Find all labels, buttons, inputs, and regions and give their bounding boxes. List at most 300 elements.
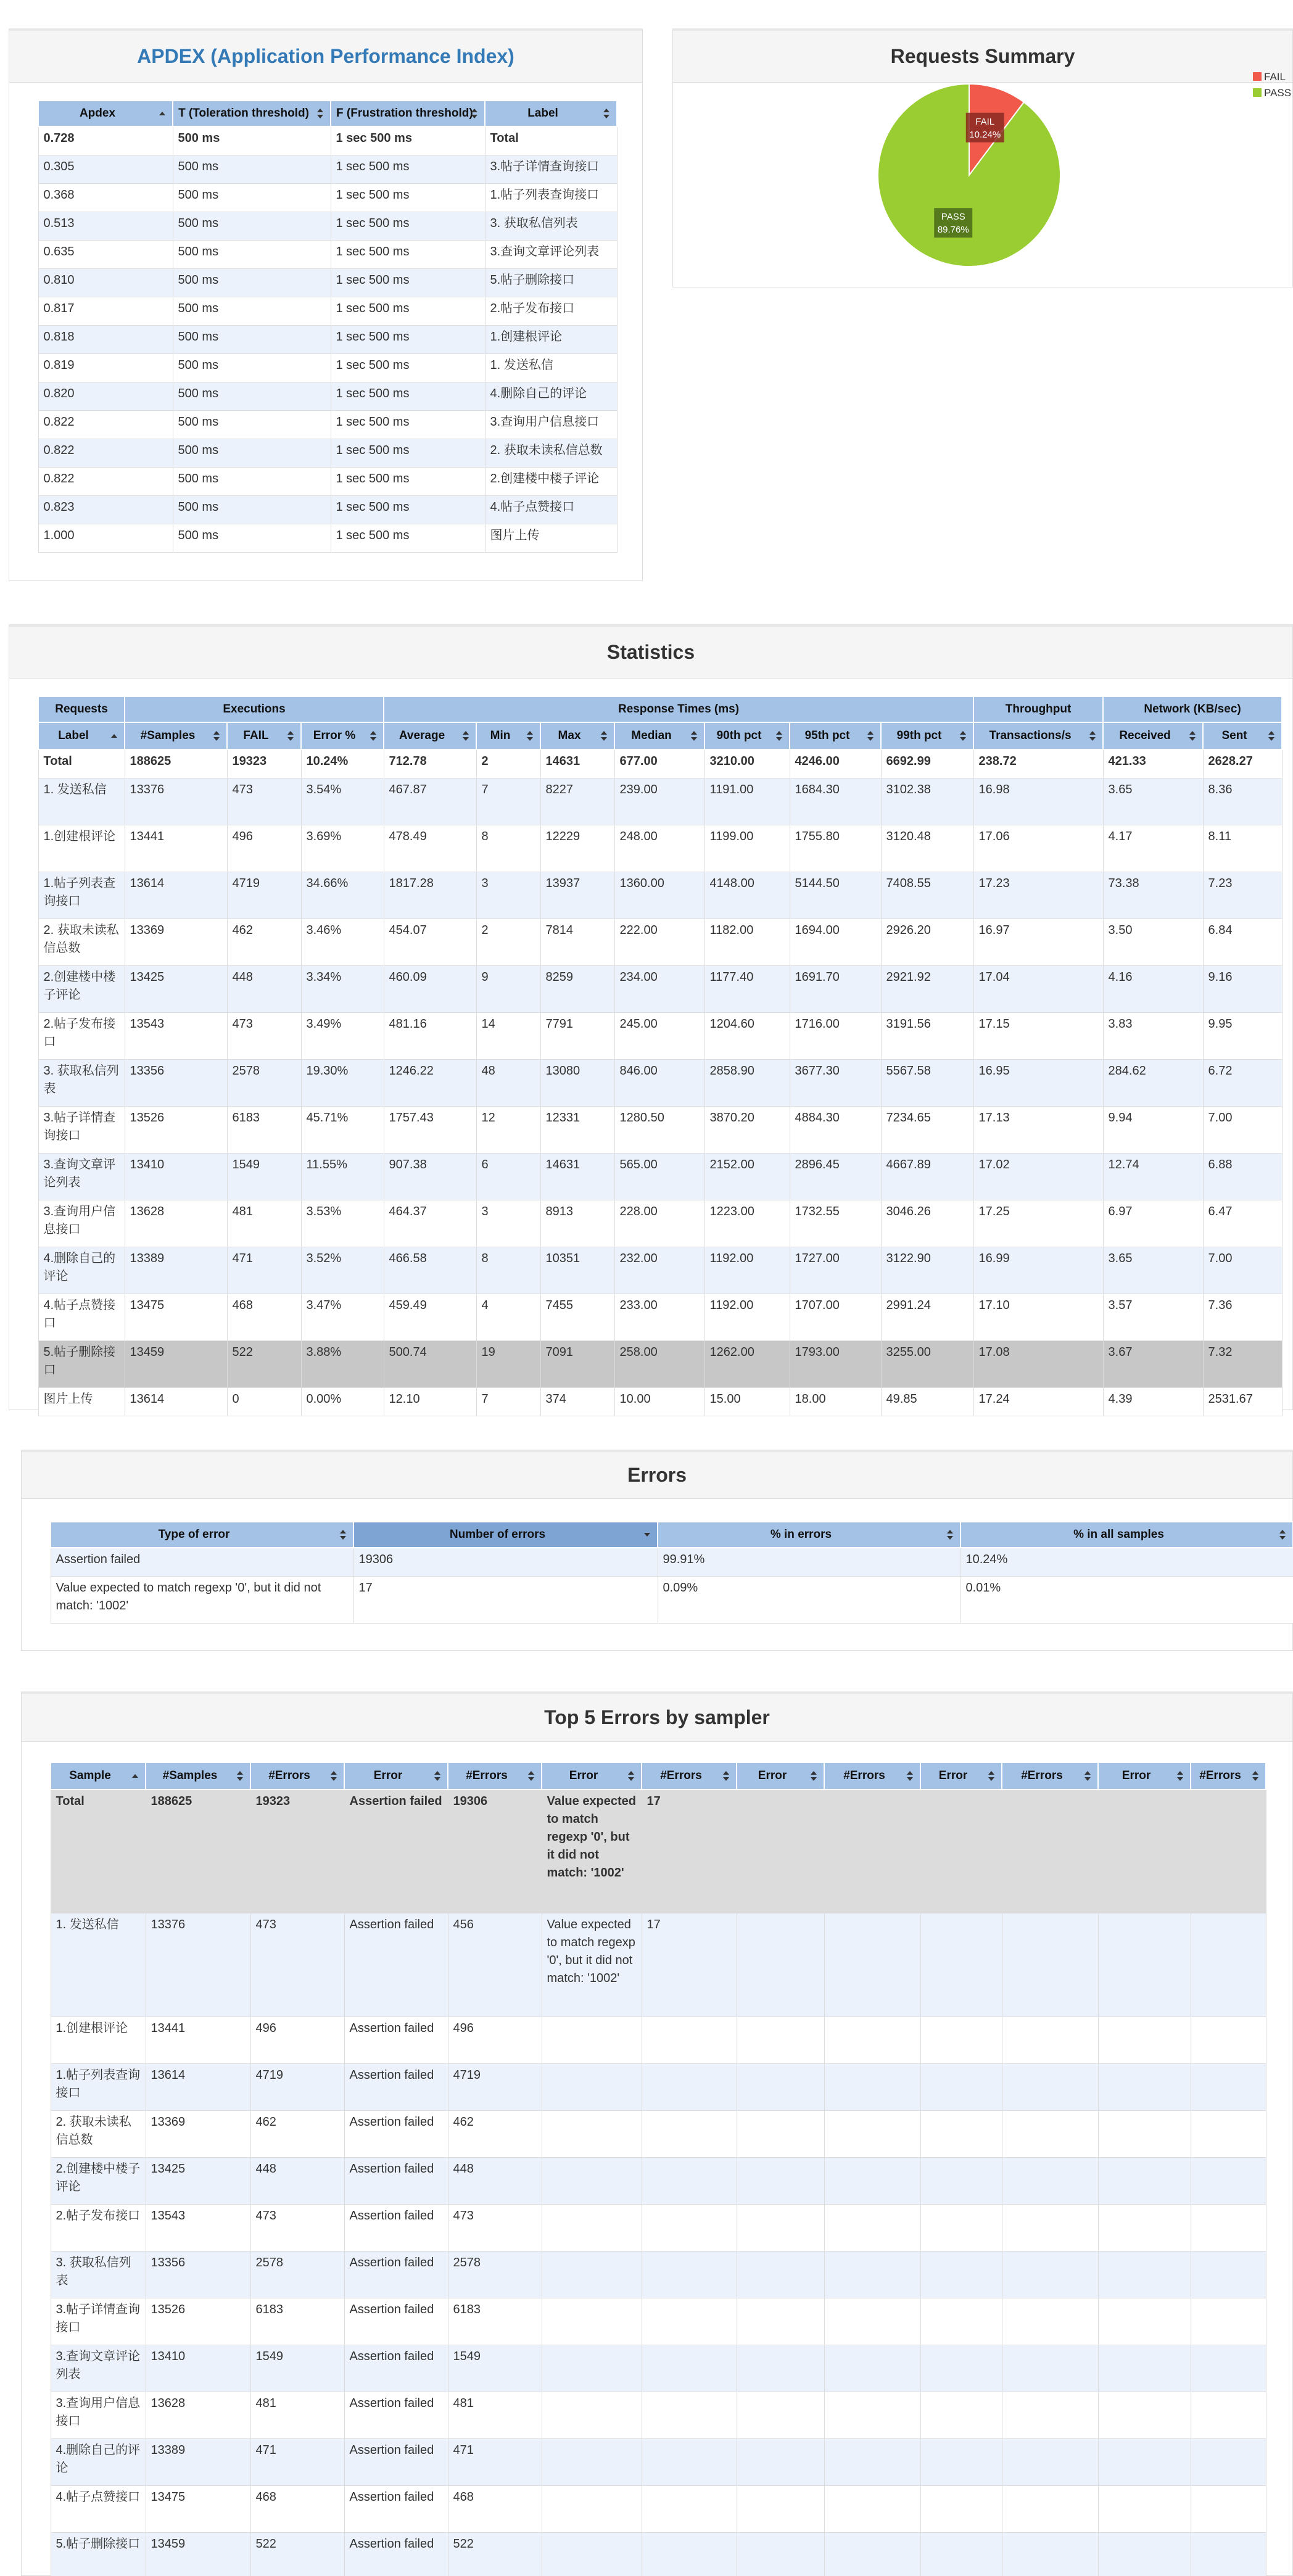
column-header-f-frustration-threshold[interactable]: F (Frustration threshold): [331, 101, 485, 126]
table-row[interactable]: [38, 1153, 1282, 1200]
table-row[interactable]: [51, 2063, 1266, 2110]
table-cell: [642, 2110, 737, 2157]
table-cell: 6.97: [1103, 1200, 1203, 1247]
table-cell: 3.54%: [301, 778, 384, 825]
table-row[interactable]: [51, 1548, 1293, 1576]
table-cell: [1098, 1790, 1191, 1913]
table-row[interactable]: [38, 1387, 1282, 1416]
table-cell: 14: [476, 1012, 540, 1059]
table-cell: 456: [448, 1913, 542, 2017]
table-cell: 16.99: [973, 1247, 1103, 1294]
table-cell: [642, 2204, 737, 2251]
table-cell: 473: [250, 1913, 344, 2017]
table-cell: [1002, 1790, 1098, 1913]
table-cell: 8259: [540, 965, 614, 1012]
table-cell: [642, 2345, 737, 2392]
table-cell: 907.38: [384, 1153, 476, 1200]
table-cell: 4884.30: [790, 1106, 881, 1153]
table-row[interactable]: [38, 325, 617, 353]
table-cell: 图片上传: [485, 524, 617, 552]
requests-summary-panel: [672, 28, 1293, 287]
table-cell: Assertion failed: [344, 2063, 448, 2110]
table-cell: 4148.00: [704, 872, 790, 919]
table-cell: 473: [227, 1012, 301, 1059]
sort-icon: [1279, 1530, 1286, 1540]
table-row[interactable]: [38, 1294, 1282, 1340]
table-cell: [542, 2532, 642, 2576]
table-cell: [1098, 2157, 1191, 2204]
table-row[interactable]: [38, 297, 617, 325]
table-cell: 2578: [227, 1059, 301, 1106]
table-cell: [1191, 2063, 1266, 2110]
table-cell: 1 sec 500 ms: [331, 240, 485, 268]
table-row[interactable]: [38, 212, 617, 240]
table-row[interactable]: [51, 2110, 1266, 2157]
statistics-title: Statistics: [606, 641, 695, 663]
table-cell: 2. 获取未读私信总数: [485, 439, 617, 467]
table-cell: 481: [448, 2392, 542, 2438]
table-row[interactable]: [38, 353, 617, 382]
table-row[interactable]: [51, 2157, 1266, 2204]
table-cell: 7455: [540, 1294, 614, 1340]
table-cell: 2531.67: [1203, 1387, 1282, 1416]
column-header-min[interactable]: Min: [476, 722, 540, 749]
table-cell: 3.帖子详情查询接口: [38, 1106, 125, 1153]
table-cell: 13459: [125, 1340, 227, 1387]
column-header-in-all-samples[interactable]: % in all samples: [960, 1522, 1293, 1548]
table-cell: [824, 2392, 920, 2438]
table-cell: Value expected to match regexp '0', but it did not match: '1002': [542, 1913, 642, 2017]
table-cell: [1098, 1913, 1191, 2017]
column-header-95th-pct[interactable]: 95th pct: [790, 722, 881, 749]
column-header-error[interactable]: Error %: [301, 722, 384, 749]
table-cell: 2578: [448, 2251, 542, 2298]
table-cell: 17: [642, 1790, 737, 1913]
table-cell: 17.23: [973, 872, 1103, 919]
table-cell: 1 sec 500 ms: [331, 467, 485, 495]
table-cell: 13389: [125, 1247, 227, 1294]
column-header-median[interactable]: Median: [614, 722, 704, 749]
table-cell: [920, 2438, 1002, 2485]
column-header-fail[interactable]: FAIL: [227, 722, 301, 749]
table-cell: 16.97: [973, 919, 1103, 965]
pie-slice-pass[interactable]: [878, 84, 1060, 266]
table-cell: Assertion failed: [344, 1913, 448, 2017]
table-cell: 1262.00: [704, 1340, 790, 1387]
table-cell: 0.822: [38, 410, 173, 439]
table-cell: 3122.90: [881, 1247, 973, 1294]
table-row[interactable]: [51, 2204, 1266, 2251]
table-cell: 500.74: [384, 1340, 476, 1387]
sort-icon: [526, 731, 534, 741]
table-cell: 1204.60: [704, 1012, 790, 1059]
table-cell: 6183: [227, 1106, 301, 1153]
table-cell: [1098, 2392, 1191, 2438]
table-cell: 2.帖子发布接口: [38, 1012, 125, 1059]
table-cell: Assertion failed: [344, 2345, 448, 2392]
column-header-received[interactable]: Received: [1103, 722, 1203, 749]
column-group-response-times-ms: Response Times (ms): [384, 696, 973, 722]
table-row[interactable]: [38, 467, 617, 495]
table-cell: 460.09: [384, 965, 476, 1012]
table-cell: 1755.80: [790, 825, 881, 872]
table-row[interactable]: [38, 872, 1282, 919]
table-cell: 2926.20: [881, 919, 973, 965]
column-header-errors[interactable]: #Errors: [642, 1762, 737, 1790]
table-cell: [542, 2251, 642, 2298]
table-cell: [1002, 2110, 1098, 2157]
column-header-errors[interactable]: #Errors: [824, 1762, 920, 1790]
table-cell: 13543: [146, 2204, 250, 2251]
table-cell: 3: [476, 1200, 540, 1247]
table-cell: 12331: [540, 1106, 614, 1153]
pie-legend: [1253, 69, 1291, 101]
table-cell: 15.00: [704, 1387, 790, 1416]
table-cell: [920, 2392, 1002, 2438]
table-cell: 228.00: [614, 1200, 704, 1247]
table-cell: 13543: [125, 1012, 227, 1059]
table-cell: 4.删除自己的评论: [51, 2438, 146, 2485]
table-row[interactable]: [51, 2532, 1266, 2576]
table-cell: [542, 2298, 642, 2345]
table-cell: 3.53%: [301, 1200, 384, 1247]
table-cell: 1 sec 500 ms: [331, 495, 485, 524]
table-row[interactable]: [51, 1913, 1266, 2017]
apdex-table: [38, 100, 618, 553]
table-row[interactable]: [38, 183, 617, 212]
table-cell: 3.88%: [301, 1340, 384, 1387]
column-header-errors[interactable]: #Errors: [448, 1762, 542, 1790]
table-cell: 17.02: [973, 1153, 1103, 1200]
table-cell: 3.查询用户信息接口: [51, 2392, 146, 2438]
table-cell: [1191, 2017, 1266, 2063]
column-header-samples[interactable]: #Samples: [146, 1762, 250, 1790]
column-header-99th-pct[interactable]: 99th pct: [881, 722, 973, 749]
column-header-label[interactable]: Label: [38, 722, 125, 749]
table-row[interactable]: [38, 919, 1282, 965]
table-cell: 6.88: [1203, 1153, 1282, 1200]
table-cell: 1757.43: [384, 1106, 476, 1153]
table-cell: 14631: [540, 1153, 614, 1200]
table-cell: 17.10: [973, 1294, 1103, 1340]
table-cell: 18.00: [790, 1387, 881, 1416]
legend-pass-swatch: [1253, 88, 1262, 97]
table-cell: 2991.24: [881, 1294, 973, 1340]
table-cell: 232.00: [614, 1247, 704, 1294]
column-header-error[interactable]: Error: [737, 1762, 824, 1790]
sort-icon: [1089, 731, 1096, 741]
table-row[interactable]: [38, 410, 617, 439]
table-cell: 1732.55: [790, 1200, 881, 1247]
table-cell: 3.34%: [301, 965, 384, 1012]
table-cell: 34.66%: [301, 872, 384, 919]
table-cell: 2.帖子发布接口: [51, 2204, 146, 2251]
table-cell: 4246.00: [790, 749, 881, 778]
column-header-sent[interactable]: Sent: [1203, 722, 1282, 749]
column-header-type-of-error[interactable]: Type of error: [51, 1522, 353, 1548]
table-cell: [1002, 2345, 1098, 2392]
table-cell: 12229: [540, 825, 614, 872]
table-cell: 17: [642, 1913, 737, 2017]
table-row[interactable]: [38, 1106, 1282, 1153]
table-cell: 1793.00: [790, 1340, 881, 1387]
column-header-in-errors[interactable]: % in errors: [658, 1522, 960, 1548]
table-cell: 73.38: [1103, 872, 1203, 919]
table-cell: 7.23: [1203, 872, 1282, 919]
sort-icon: [643, 1530, 651, 1540]
table-row[interactable]: [38, 778, 1282, 825]
table-cell: 5.帖子删除接口: [38, 1340, 125, 1387]
table-cell: 233.00: [614, 1294, 704, 1340]
sort-icon: [287, 731, 294, 741]
table-row[interactable]: [51, 2438, 1266, 2485]
top5-errors-header: [22, 1694, 1292, 1742]
table-row[interactable]: [51, 2485, 1266, 2532]
table-cell: 448: [250, 2157, 344, 2204]
requests-summary-header: [673, 31, 1292, 83]
table-cell: [920, 2345, 1002, 2392]
column-header-errors[interactable]: #Errors: [250, 1762, 344, 1790]
table-cell: [642, 2438, 737, 2485]
sort-icon: [690, 731, 698, 741]
table-row[interactable]: [38, 1247, 1282, 1294]
statistics-table: [38, 696, 1283, 1416]
table-cell: 459.49: [384, 1294, 476, 1340]
table-cell: 1727.00: [790, 1247, 881, 1294]
table-row[interactable]: [38, 1059, 1282, 1106]
column-header-error[interactable]: Error: [542, 1762, 642, 1790]
table-cell: 13614: [125, 872, 227, 919]
table-cell: 522: [227, 1340, 301, 1387]
table-cell: [1098, 2485, 1191, 2532]
table-cell: Total: [485, 126, 617, 155]
column-header-error[interactable]: Error: [1098, 1762, 1191, 1790]
table-cell: 3.49%: [301, 1012, 384, 1059]
table-cell: [920, 1790, 1002, 1913]
table-cell: 5.帖子删除接口: [51, 2532, 146, 2576]
sort-icon: [330, 1771, 337, 1781]
table-cell: [1002, 2392, 1098, 2438]
table-row[interactable]: [51, 1790, 1266, 1913]
table-cell: 3.46%: [301, 919, 384, 965]
table-cell: 496: [227, 825, 301, 872]
table-cell: 1 sec 500 ms: [331, 155, 485, 183]
table-cell: Value expected to match regexp '0', but it did not match: '1002': [542, 1790, 642, 1913]
legend-pass[interactable]: PASS: [1253, 85, 1291, 101]
column-header-samples[interactable]: #Samples: [125, 722, 227, 749]
column-group-throughput: Throughput: [973, 696, 1103, 722]
table-cell: 1.帖子列表查询接口: [51, 2063, 146, 2110]
column-header-sample[interactable]: Sample: [51, 1762, 146, 1790]
table-row[interactable]: [51, 2017, 1266, 2063]
sort-icon: [1176, 1771, 1184, 1781]
table-cell: [1191, 2345, 1266, 2392]
table-cell: 10.00: [614, 1387, 704, 1416]
sort-icon: [988, 1771, 995, 1781]
table-cell: [920, 2532, 1002, 2576]
table-cell: 3.帖子详情查询接口: [485, 155, 617, 183]
table-cell: 3.67: [1103, 1340, 1203, 1387]
table-cell: 500 ms: [173, 183, 331, 212]
table-cell: [824, 2204, 920, 2251]
table-cell: 1.000: [38, 524, 173, 552]
table-cell: 2.创建楼中楼子评论: [38, 965, 125, 1012]
table-cell: 1.创建根评论: [485, 325, 617, 353]
column-header-t-toleration-threshold[interactable]: T (Toleration threshold): [173, 101, 331, 126]
table-cell: 13526: [125, 1106, 227, 1153]
table-row[interactable]: [38, 126, 617, 155]
table-row[interactable]: [38, 749, 1282, 778]
table-cell: 468: [448, 2485, 542, 2532]
table-row[interactable]: [51, 1576, 1293, 1623]
table-cell: 7.36: [1203, 1294, 1282, 1340]
table-cell: [920, 2063, 1002, 2110]
table-cell: [1002, 1913, 1098, 2017]
table-cell: 1. 发送私信: [38, 778, 125, 825]
table-cell: 374: [540, 1387, 614, 1416]
table-cell: 13080: [540, 1059, 614, 1106]
column-group-network-kb-sec: Network (KB/sec): [1103, 696, 1282, 722]
table-cell: [1002, 2063, 1098, 2110]
table-cell: 466.58: [384, 1247, 476, 1294]
table-cell: 6183: [250, 2298, 344, 2345]
table-cell: Assertion failed: [344, 1790, 448, 1913]
table-row[interactable]: [38, 382, 617, 410]
table-cell: Assertion failed: [51, 1548, 353, 1576]
table-cell: 1.帖子列表查询接口: [485, 183, 617, 212]
table-cell: 7: [476, 778, 540, 825]
table-cell: [642, 2157, 737, 2204]
table-row[interactable]: [38, 524, 617, 552]
table-cell: 1360.00: [614, 872, 704, 919]
table-cell: [1002, 2157, 1098, 2204]
table-cell: [642, 2251, 737, 2298]
table-cell: [642, 2063, 737, 2110]
table-cell: 473: [250, 2204, 344, 2251]
column-header-error[interactable]: Error: [920, 1762, 1002, 1790]
column-header-90th-pct[interactable]: 90th pct: [704, 722, 790, 749]
table-row[interactable]: [38, 439, 617, 467]
table-row[interactable]: [51, 2251, 1266, 2298]
table-cell: [642, 2485, 737, 2532]
table-cell: 1 sec 500 ms: [331, 382, 485, 410]
table-cell: 1 sec 500 ms: [331, 297, 485, 325]
table-cell: 3: [476, 872, 540, 919]
table-cell: 7.00: [1203, 1247, 1282, 1294]
table-cell: 13376: [146, 1913, 250, 2017]
column-header-errors[interactable]: #Errors: [1002, 1762, 1098, 1790]
top5-errors-panel: [21, 1691, 1293, 2576]
table-cell: 17.06: [973, 825, 1103, 872]
sort-icon: [370, 731, 377, 741]
table-row[interactable]: [38, 965, 1282, 1012]
table-cell: [542, 2392, 642, 2438]
table-cell: 0.368: [38, 183, 173, 212]
table-cell: [642, 2392, 737, 2438]
table-cell: [1191, 1913, 1266, 2017]
sort-icon: [159, 109, 166, 118]
table-cell: 17.08: [973, 1340, 1103, 1387]
table-cell: 3.83: [1103, 1012, 1203, 1059]
table-cell: 1 sec 500 ms: [331, 183, 485, 212]
table-row[interactable]: [51, 2392, 1266, 2438]
table-cell: 6.72: [1203, 1059, 1282, 1106]
table-row[interactable]: [38, 1340, 1282, 1387]
table-cell: 48: [476, 1059, 540, 1106]
table-cell: 2: [476, 919, 540, 965]
column-header-label[interactable]: Label: [485, 101, 617, 126]
table-cell: 3120.48: [881, 825, 973, 872]
table-cell: 0.822: [38, 467, 173, 495]
column-header-number-of-errors[interactable]: Number of errors: [353, 1522, 658, 1548]
column-header-max[interactable]: Max: [540, 722, 614, 749]
table-cell: 1.创建根评论: [38, 825, 125, 872]
table-cell: [824, 2532, 920, 2576]
table-cell: 9.95: [1203, 1012, 1282, 1059]
column-group-requests: Requests: [38, 696, 125, 722]
column-header-errors[interactable]: #Errors: [1191, 1762, 1266, 1790]
table-cell: 13389: [146, 2438, 250, 2485]
table-cell: 3870.20: [704, 1106, 790, 1153]
column-header-average[interactable]: Average: [384, 722, 476, 749]
table-cell: 1691.70: [790, 965, 881, 1012]
table-cell: 0.820: [38, 382, 173, 410]
table-cell: 500 ms: [173, 524, 331, 552]
legend-fail[interactable]: FAIL: [1253, 69, 1291, 85]
table-cell: 7234.65: [881, 1106, 973, 1153]
column-header-transactions-s[interactable]: Transactions/s: [973, 722, 1103, 749]
table-row[interactable]: [38, 155, 617, 183]
table-cell: 1.帖子列表查询接口: [38, 872, 125, 919]
table-cell: 258.00: [614, 1340, 704, 1387]
table-row[interactable]: [38, 495, 617, 524]
column-header-apdex[interactable]: Apdex: [38, 101, 173, 126]
apdex-panel: [9, 28, 643, 581]
table-cell: 1 sec 500 ms: [331, 524, 485, 552]
table-cell: 6.84: [1203, 919, 1282, 965]
table-cell: 8.36: [1203, 778, 1282, 825]
table-row[interactable]: [38, 268, 617, 297]
table-cell: 421.33: [1103, 749, 1203, 778]
table-cell: 473: [448, 2204, 542, 2251]
column-header-error[interactable]: Error: [344, 1762, 448, 1790]
table-cell: 496: [250, 2017, 344, 2063]
table-row[interactable]: [51, 2298, 1266, 2345]
table-cell: [642, 2532, 737, 2576]
table-cell: [1098, 2438, 1191, 2485]
statistics-panel: [9, 624, 1293, 1410]
table-row[interactable]: [38, 1012, 1282, 1059]
table-cell: 13614: [125, 1387, 227, 1416]
table-cell: 0.810: [38, 268, 173, 297]
table-cell: 500 ms: [173, 467, 331, 495]
table-cell: [1191, 2298, 1266, 2345]
table-row[interactable]: [38, 825, 1282, 872]
table-cell: 10351: [540, 1247, 614, 1294]
table-cell: 481: [250, 2392, 344, 2438]
table-cell: 3255.00: [881, 1340, 973, 1387]
table-cell: 0.823: [38, 495, 173, 524]
table-cell: 500 ms: [173, 155, 331, 183]
table-cell: 500 ms: [173, 126, 331, 155]
table-row[interactable]: [38, 1200, 1282, 1247]
table-cell: [1098, 2017, 1191, 2063]
table-row[interactable]: [51, 2345, 1266, 2392]
table-row[interactable]: [38, 240, 617, 268]
table-cell: [737, 2298, 824, 2345]
table-cell: [920, 2110, 1002, 2157]
table-cell: [737, 1790, 824, 1913]
